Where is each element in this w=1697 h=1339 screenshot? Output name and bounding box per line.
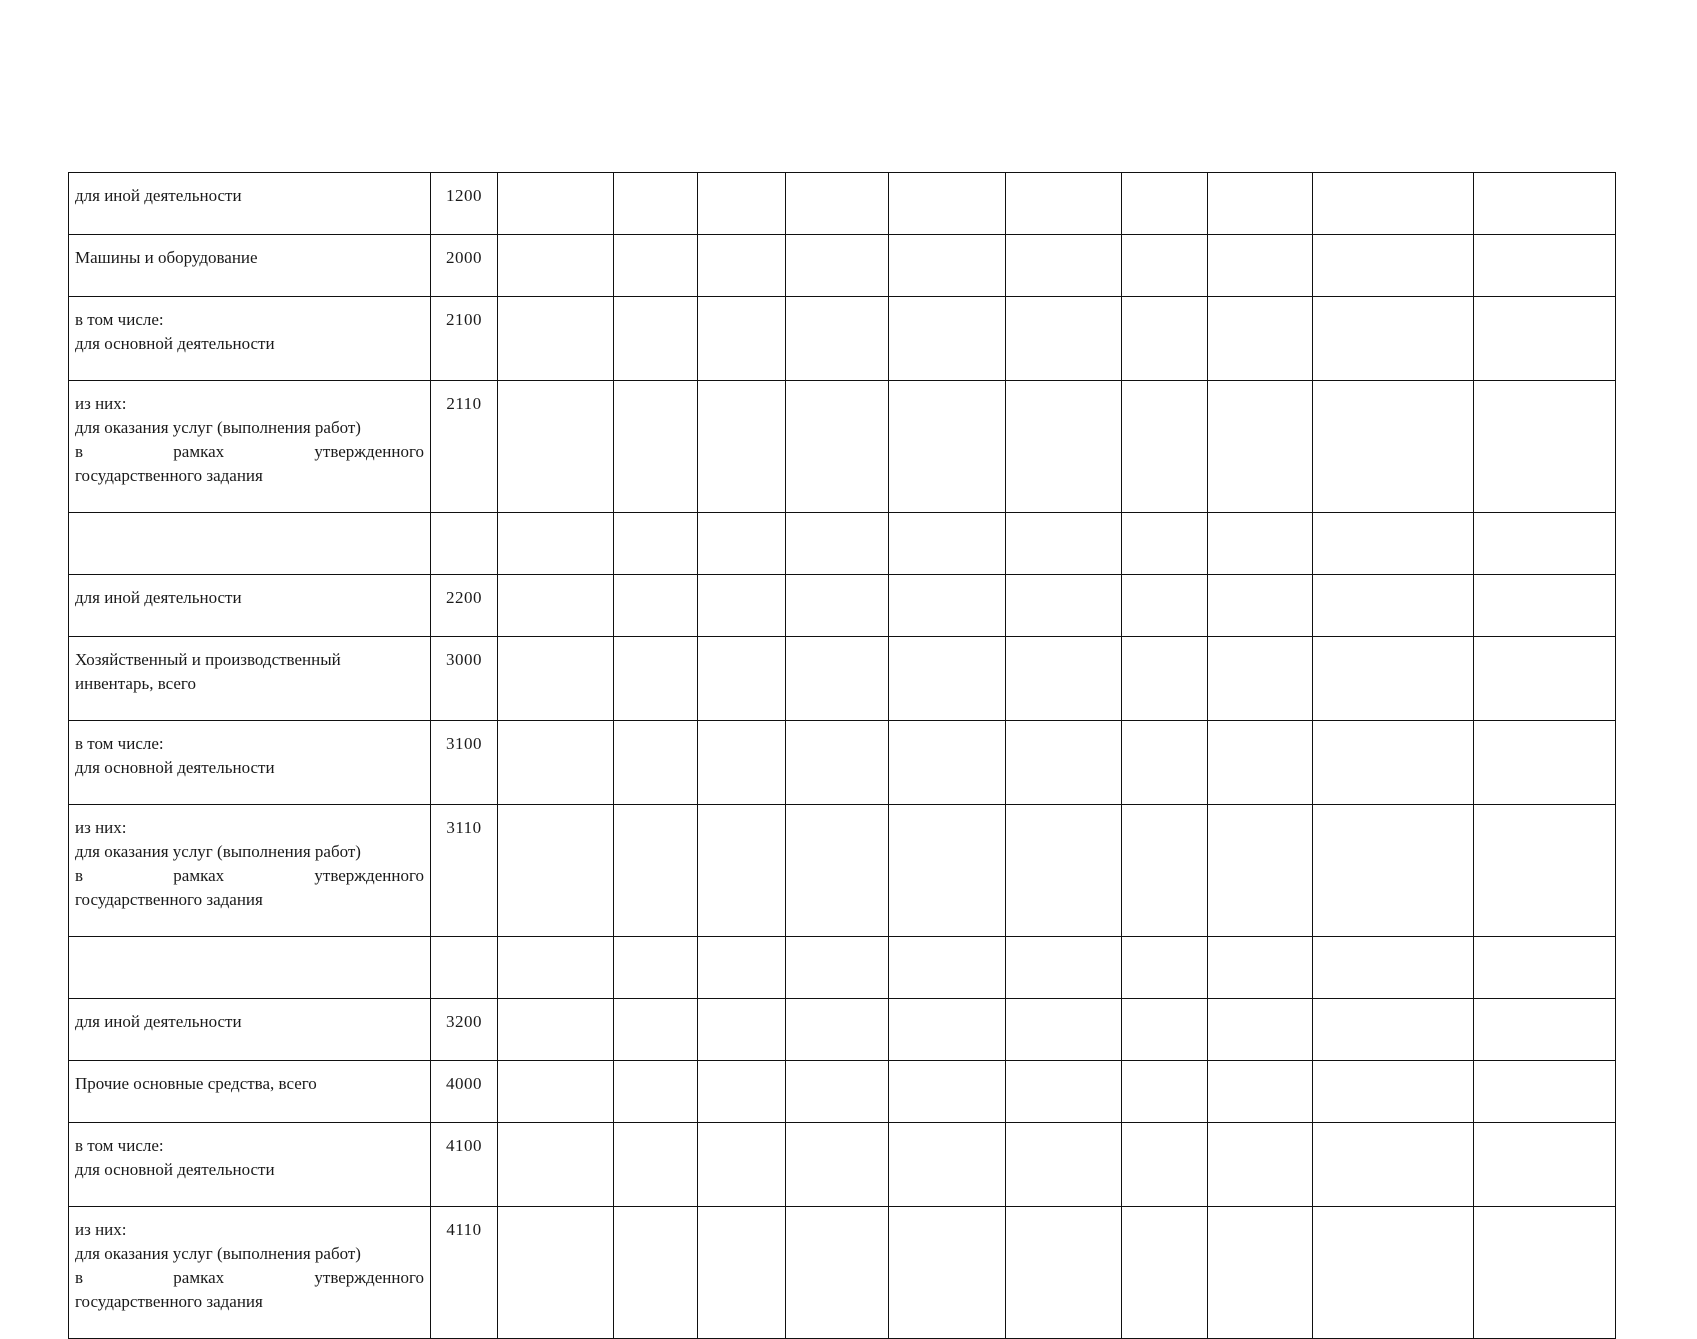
fixed-assets-table: [68, 172, 1616, 1339]
row-name-line: Машины и оборудование: [75, 248, 258, 267]
value-cell: [1474, 805, 1616, 937]
row-name-cell: [69, 235, 431, 297]
value-cell: [614, 235, 698, 297]
row-name-line: Хозяйственный и производственный: [75, 650, 341, 669]
row-name-line: в том числе:: [75, 310, 164, 329]
row-name-line: для основной деятельности: [75, 758, 275, 777]
value-cell: [698, 513, 786, 575]
row-name-line: для иной деятельности: [75, 588, 242, 607]
value-cell: [889, 1207, 1006, 1339]
value-cell: [786, 637, 889, 721]
table-row: [69, 297, 1616, 381]
value-cell: [614, 1207, 698, 1339]
value-cell: [614, 1123, 698, 1207]
row-code-cell: 4100: [431, 1123, 498, 1207]
table-row: [69, 381, 1616, 513]
value-cell: [698, 1123, 786, 1207]
value-cell: [698, 637, 786, 721]
row-name-line: для оказания услуг (выполнения работ): [75, 1244, 361, 1263]
row-name-cell: [69, 513, 431, 575]
value-cell: [1313, 575, 1474, 637]
value-cell: [498, 1061, 614, 1123]
value-cell: [1208, 513, 1313, 575]
row-code-cell: 3000: [431, 637, 498, 721]
value-cell: [1474, 235, 1616, 297]
value-cell: [698, 937, 786, 999]
value-cell: [498, 721, 614, 805]
value-cell: [1474, 1061, 1616, 1123]
row-name-line: из них:: [75, 1220, 127, 1239]
value-cell: [786, 1061, 889, 1123]
row-code-cell: 2000: [431, 235, 498, 297]
value-cell: [1474, 575, 1616, 637]
table-row: [69, 805, 1616, 937]
value-cell: [889, 1123, 1006, 1207]
value-cell: [498, 1123, 614, 1207]
value-cell: [1006, 637, 1122, 721]
value-cell: [498, 173, 614, 235]
value-cell: [1122, 1123, 1208, 1207]
value-cell: [1122, 513, 1208, 575]
value-cell: [1313, 805, 1474, 937]
value-cell: [1006, 513, 1122, 575]
value-cell: [1208, 999, 1313, 1061]
row-code-cell: [431, 937, 498, 999]
row-name-cell: [69, 937, 431, 999]
value-cell: [889, 999, 1006, 1061]
row-name-line: из них:: [75, 394, 127, 413]
value-cell: [1006, 999, 1122, 1061]
value-cell: [698, 805, 786, 937]
value-cell: [498, 235, 614, 297]
value-cell: [1122, 1207, 1208, 1339]
value-cell: [786, 1123, 889, 1207]
value-cell: [1006, 937, 1122, 999]
table-row: [69, 1061, 1616, 1123]
table-row-empty: [69, 513, 1616, 575]
value-cell: [889, 173, 1006, 235]
value-cell: [1313, 721, 1474, 805]
value-cell: [614, 513, 698, 575]
value-cell: [889, 805, 1006, 937]
value-cell: [1122, 381, 1208, 513]
value-cell: [614, 999, 698, 1061]
row-code-cell: 2100: [431, 297, 498, 381]
value-cell: [786, 805, 889, 937]
value-cell: [1208, 1061, 1313, 1123]
value-cell: [1313, 1061, 1474, 1123]
value-cell: [786, 575, 889, 637]
row-code-cell: 4000: [431, 1061, 498, 1123]
value-cell: [1006, 173, 1122, 235]
value-cell: [1474, 637, 1616, 721]
value-cell: [1474, 297, 1616, 381]
table-row: [69, 235, 1616, 297]
value-cell: [1006, 575, 1122, 637]
row-name-line: для иной деятельности: [75, 186, 242, 205]
row-name-line: инвентарь, всего: [75, 674, 196, 693]
value-cell: [1122, 999, 1208, 1061]
row-name-cell: [69, 999, 431, 1061]
value-cell: [1122, 575, 1208, 637]
value-cell: [889, 637, 1006, 721]
value-cell: [1208, 235, 1313, 297]
value-cell: [614, 937, 698, 999]
table-row: [69, 173, 1616, 235]
value-cell: [614, 1061, 698, 1123]
table-row: [69, 999, 1616, 1061]
value-cell: [498, 1207, 614, 1339]
value-cell: [498, 637, 614, 721]
value-cell: [1006, 297, 1122, 381]
value-cell: [1006, 381, 1122, 513]
value-cell: [1474, 513, 1616, 575]
value-cell: [889, 1061, 1006, 1123]
value-cell: [786, 721, 889, 805]
value-cell: [1313, 235, 1474, 297]
row-name-line: государственного задания: [75, 890, 263, 909]
row-name-cell: [69, 637, 431, 721]
value-cell: [498, 297, 614, 381]
value-cell: [1122, 637, 1208, 721]
value-cell: [1474, 381, 1616, 513]
value-cell: [889, 235, 1006, 297]
value-cell: [786, 513, 889, 575]
row-name-line: для иной деятельности: [75, 1012, 242, 1031]
value-cell: [786, 999, 889, 1061]
row-code-cell: 1200: [431, 173, 498, 235]
row-name-cell: [69, 297, 431, 381]
value-cell: [698, 721, 786, 805]
value-cell: [1006, 1207, 1122, 1339]
row-name-line: государственного задания: [75, 466, 263, 485]
value-cell: [786, 1207, 889, 1339]
value-cell: [1122, 1061, 1208, 1123]
row-code-cell: 2200: [431, 575, 498, 637]
value-cell: [698, 1207, 786, 1339]
value-cell: [1006, 235, 1122, 297]
value-cell: [1208, 381, 1313, 513]
value-cell: [614, 637, 698, 721]
value-cell: [614, 173, 698, 235]
value-cell: [889, 513, 1006, 575]
value-cell: [889, 297, 1006, 381]
value-cell: [1313, 1207, 1474, 1339]
value-cell: [614, 297, 698, 381]
row-code-cell: 3100: [431, 721, 498, 805]
value-cell: [498, 513, 614, 575]
value-cell: [698, 173, 786, 235]
row-name-line: в рамках утвержденного: [75, 442, 424, 461]
value-cell: [498, 805, 614, 937]
table-row: [69, 575, 1616, 637]
value-cell: [1474, 721, 1616, 805]
report-sheet: [68, 172, 1615, 1339]
value-cell: [614, 805, 698, 937]
table-row: [69, 1207, 1616, 1339]
value-cell: [498, 381, 614, 513]
value-cell: [786, 173, 889, 235]
value-cell: [1474, 173, 1616, 235]
row-name-cell: [69, 1061, 431, 1123]
value-cell: [889, 381, 1006, 513]
value-cell: [1208, 721, 1313, 805]
value-cell: [1006, 1061, 1122, 1123]
row-name-line: государственного задания: [75, 1292, 263, 1311]
value-cell: [1313, 1123, 1474, 1207]
value-cell: [1006, 805, 1122, 937]
row-code-cell: [431, 513, 498, 575]
row-name-line: из них:: [75, 818, 127, 837]
value-cell: [889, 575, 1006, 637]
row-name-line: для основной деятельности: [75, 334, 275, 353]
value-cell: [1122, 721, 1208, 805]
row-name-cell: [69, 381, 431, 513]
row-code-cell: 4110: [431, 1207, 498, 1339]
value-cell: [1208, 575, 1313, 637]
value-cell: [1208, 1207, 1313, 1339]
row-name-cell: [69, 173, 431, 235]
value-cell: [498, 937, 614, 999]
value-cell: [786, 235, 889, 297]
value-cell: [498, 575, 614, 637]
value-cell: [1122, 173, 1208, 235]
value-cell: [1313, 999, 1474, 1061]
row-name-line: для основной деятельности: [75, 1160, 275, 1179]
value-cell: [1208, 173, 1313, 235]
row-code-cell: 3200: [431, 999, 498, 1061]
row-name-line: в рамках утвержденного: [75, 1268, 424, 1287]
value-cell: [698, 575, 786, 637]
row-name-cell: [69, 1123, 431, 1207]
value-cell: [1208, 937, 1313, 999]
value-cell: [1313, 297, 1474, 381]
row-name-cell: [69, 575, 431, 637]
value-cell: [786, 297, 889, 381]
row-name-line: для оказания услуг (выполнения работ): [75, 842, 361, 861]
row-name-cell: [69, 721, 431, 805]
value-cell: [1313, 637, 1474, 721]
value-cell: [1313, 513, 1474, 575]
value-cell: [1313, 173, 1474, 235]
value-cell: [1208, 805, 1313, 937]
value-cell: [698, 999, 786, 1061]
value-cell: [614, 721, 698, 805]
table-row: [69, 721, 1616, 805]
value-cell: [1122, 937, 1208, 999]
value-cell: [1474, 937, 1616, 999]
value-cell: [889, 721, 1006, 805]
value-cell: [1474, 999, 1616, 1061]
value-cell: [1313, 937, 1474, 999]
row-code-cell: 3110: [431, 805, 498, 937]
value-cell: [698, 1061, 786, 1123]
value-cell: [1474, 1207, 1616, 1339]
value-cell: [1208, 637, 1313, 721]
value-cell: [614, 575, 698, 637]
row-code-cell: 2110: [431, 381, 498, 513]
value-cell: [698, 381, 786, 513]
value-cell: [889, 937, 1006, 999]
value-cell: [614, 381, 698, 513]
table-row-empty: [69, 937, 1616, 999]
value-cell: [1122, 805, 1208, 937]
row-name-line: в том числе:: [75, 1136, 164, 1155]
value-cell: [1006, 721, 1122, 805]
row-name-cell: [69, 805, 431, 937]
row-name-line: в том числе:: [75, 734, 164, 753]
row-name-line: в рамках утвержденного: [75, 866, 424, 885]
value-cell: [698, 235, 786, 297]
value-cell: [1474, 1123, 1616, 1207]
value-cell: [1208, 1123, 1313, 1207]
value-cell: [1208, 297, 1313, 381]
value-cell: [1006, 1123, 1122, 1207]
value-cell: [786, 381, 889, 513]
row-name-line: для оказания услуг (выполнения работ): [75, 418, 361, 437]
table-row: [69, 637, 1616, 721]
value-cell: [786, 937, 889, 999]
value-cell: [698, 297, 786, 381]
value-cell: [1122, 297, 1208, 381]
row-name-cell: [69, 1207, 431, 1339]
value-cell: [1122, 235, 1208, 297]
value-cell: [498, 999, 614, 1061]
table-row: [69, 1123, 1616, 1207]
value-cell: [1313, 381, 1474, 513]
row-name-line: Прочие основные средства, всего: [75, 1074, 317, 1093]
